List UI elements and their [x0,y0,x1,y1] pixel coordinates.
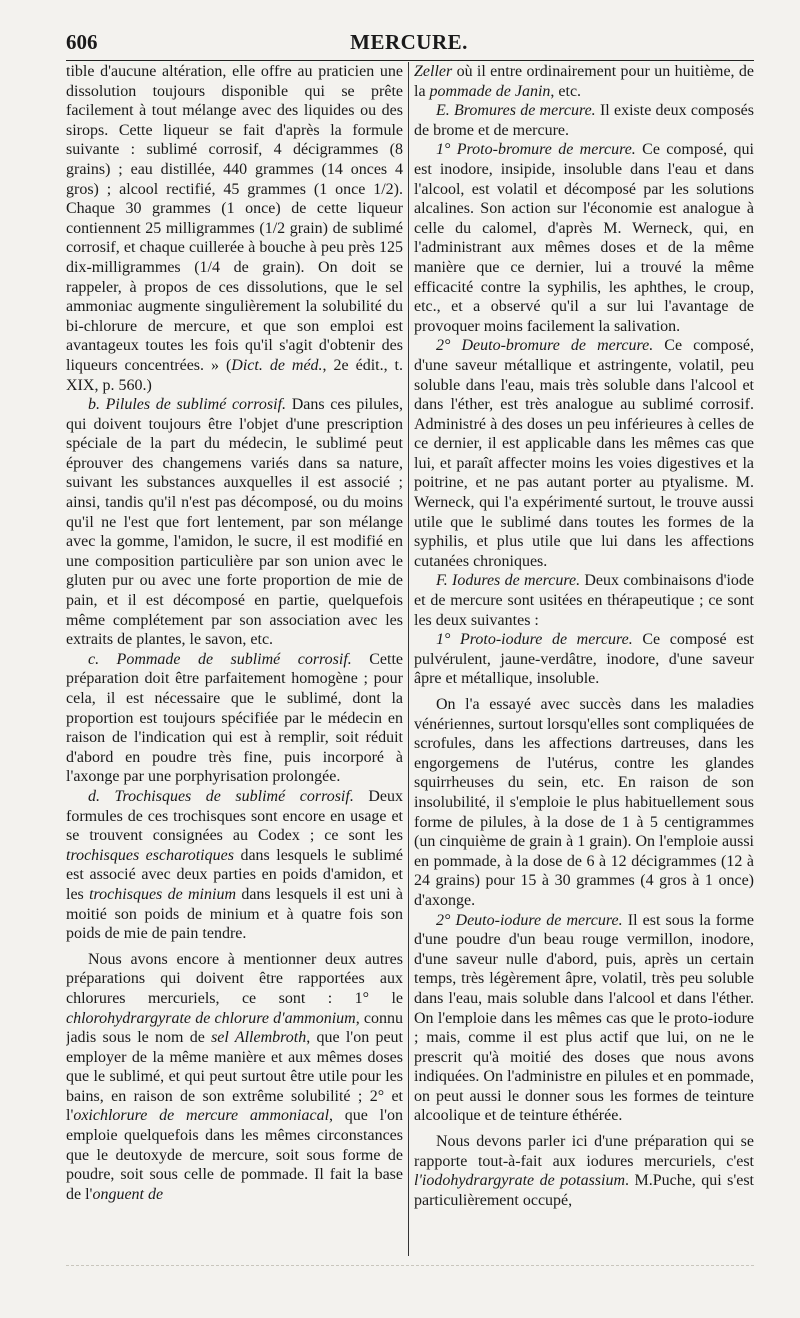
header-rule [66,60,754,61]
section-label: d. Trochisques de sublimé corrosif. [88,787,354,805]
paragraph-liqueur: tible d'aucune altération, elle offre au praticien une dissolution toujours disponible qui se prête facilement à tout mélange avec des liquides ou des sirops. Cette liqueur se fait d'après la formule suivante : sublimé corrosif, 4 décigrammes (8 grains) ; eau distillée, 440 grammes (14 onces 4 gros) ; alcool rectifié, 45 grammes (1 once 1/2). Chaque 30 grammes (1 once) de cette liqueur contiennent 25 milligrammes (1/2 grain) de sublimé corrosif, et chaque cuillerée à bouche à peu près 125 dix-milligrammes (1/4 de grain). On doit se rappeler, à propos de ces dissolutions, que le sel ammoniac augmente singulièrement la solubilité du bi-chlorure de mercure, et que son emploi est avantageux toutes les fois qu'il s'agit d'obtenir des liqueurs concentrées. » (Dict. de méd., 2e édit., t. XIX, p. 560.) [66,63,403,394]
section-label: 2° Deuto-iodure de mercure. [436,911,623,929]
paragraph-zeller: Zeller où il entre ordinairement pour un huitième, de la pommade de Janin, etc. [414,63,754,100]
right-column [414,62,754,1256]
section-label: c. Pommade de sublimé corrosif. [88,650,352,668]
section-label: 1° Proto-bromure de mercure. [436,141,636,159]
column-divider [408,62,409,1256]
paragraph-chlorures: Nous avons encore à mentionner deux autres préparations qui doivent être rapportées aux chlorures mercuriels, ce sont : 1° le chlorohydrargyrate de chlorure d'ammonium, connu jadis sous le nom de sel Allembroth, que l'on peut employer de la même manière et aux mêmes doses que le sublimé, et qui peut surtout être utile pour les bains, en raison de son extrême solubilité ; 2° et l'oxichlorure de mercure ammoniacal, que l'on emploie quelquefois dans les mêmes circonstances que le deutoxyde de mercure, soit sous forme de poudre, soit sous celle de pommade. Il fait la base de l'onguent de [66,950,403,1203]
section-label: E. Bromures de mercure. [436,102,596,120]
running-title: MERCURE. [350,30,468,54]
paragraph-proto-bromure: 1° Proto-bromure de mercure. Ce composé, qui est inodore, insipide, insoluble dans l'eau et dans l'alcool, est volatil et décomposé par les solutions alcalines. Son action sur l'économie est analogue à celle du calomel, d'après M. Werneck, qui, en l'administrant aux mêmes doses et de la même manière que ce dernier, lui a trouvé la même efficacité contre la syphilis, les aphthes, le croup, etc., et a observé qu'il a sur lui l'avantage de provoquer moins facilement la salivation. [414,141,754,335]
paragraph-trochisques: d. Trochisques de sublimé corrosif. Deux formules de ces trochisques sont encore en usage et se trouvent consignées au Codex ; ce sont les trochisques escharotiques dans lesquels le sublimé est associé avec deux parties en poids d'amidon, et les trochisques de minium dans lesquels il est uni à moitié son poids de minium et à quatre fois son poids de mie de pain tendre. [66,787,403,943]
paragraph-deuto-iodure: 2° Deuto-iodure de mercure. Il est sous la forme d'une poudre d'un beau rouge vermillon, inodore, d'une saveur nulle d'abord, puis, après un certain temps, très légèrement âpre, volatil, très peu soluble dans l'eau, mais soluble dans l'alcool et dans l'éther. On l'emploie dans les mêmes cas que le proto-iodure ; mais, comme il est plus actif que lui, on ne le prescrit qu'à moitié des doses que nous avons indiquées. On l'administre en pilules et en pommade, on peut aussi le donner sous les formes de teinture alcoolique et de teinture éthérée. [414,911,754,1125]
paragraph-deuto-bromure: 2° Deuto-bromure de mercure. Ce composé, d'une saveur métallique et astringente, volatil, peu soluble dans l'eau, mais très soluble dans l'alcool et dans l'éther, est très analogue au sublimé corrosif. Administré à des doses un peu inférieures à celles de ce dernier, il est applicable dans les mêmes cas que lui, et paraît affecter moins les voies digestives et la poitrine, et ne pas autant porter au ptyalisme. M. Werneck, qui l'a expérimenté surtout, le trouve aussi utile que le sublimé dans toutes les formes de la syphilis, et plus utile que lui dans les affections cutanées chroniques. [414,337,754,570]
paragraph-pilules: b. Pilules de sublimé corrosif. Dans ces pilules, qui doivent toujours être l'objet d'une prescription spéciale de la part du médecin, le sublimé peut éprouver des changemens variés dans sa nature, suivant les substances auxquelles il est associé ; ainsi, tandis qu'il n'est pas décomposé, ou du moins qu'il ne l'est que fort lentement, par son mélange avec la gomme, l'amidon, le sucre, il est modifié en une composition particulière par son union avec le gluten pur ou avec une forte proportion de mie de pain, et il est décomposé en partie, quelquefois même complétement par son association avec les extraits de plantes, le savon, etc. [66,396,403,649]
section-label: F. Iodures de mercure. [436,572,581,590]
section-label: 2° Deuto-bromure de mercure. [436,337,654,355]
bleed-through-line [66,1265,754,1266]
left-column [66,62,403,1256]
paragraph-proto-iodure: 1° Proto-iodure de mercure. Ce composé est pulvérulent, jaune-verdâtre, inodore, d'une saveur âpre et métallique, insoluble. [414,631,754,688]
page-number: 606 [66,30,98,54]
paragraph-proto-iodure-usage: On l'a essayé avec succès dans les maladies vénériennes, surtout lorsqu'elles sont compliquées de scrofules, dans les affections dartreuses, dans les engorgemens de l'utérus, contre les glandes squirrheuses du sein, etc. En raison de son insolubilité, il s'emploie le plus habituellement sous forme de pilules, à la dose de 1 à 5 centigrammes (un cinquième de grain à 1 grain). On l'emploie aussi en pommade, à la dose de 6 à 12 décigrammes (12 à 24 grains) pour 15 à 30 grammes (4 gros à 1 once) d'axonge. [414,696,754,909]
paragraph-pommade: c. Pommade de sublimé corrosif. Cette préparation doit être parfaitement homogène ; pour cela, il est nécessaire que le sublimé, dont la proportion est toujours spécifiée par le médecin en raison de l'indication qui est à remplir, soit réduit d'abord en poudre très fine, puis incorporé à l'axonge par une porphyrisation prolongée. [66,650,403,786]
paragraph-iodures: F. Iodures de mercure. Deux combinaisons d'iode et de mercure sont usitées en thérapeutique ; ce sont les deux suivantes : [414,572,754,629]
paragraph-bromures: E. Bromures de mercure. Il existe deux composés de brome et de mercure. [414,102,754,139]
paragraph-iodohydrargyrate: Nous devons parler ici d'une préparation qui se rapporte tout-à-fait aux iodures mercuriels, c'est l'iodohydrargyrate de potassium. M.Puche, qui s'est particulièrement occupé, [414,1133,754,1209]
section-label: b. Pilules de sublimé corrosif. [88,396,287,414]
section-label: 1° Proto-iodure de mercure. [436,631,633,649]
page-header [66,30,752,58]
